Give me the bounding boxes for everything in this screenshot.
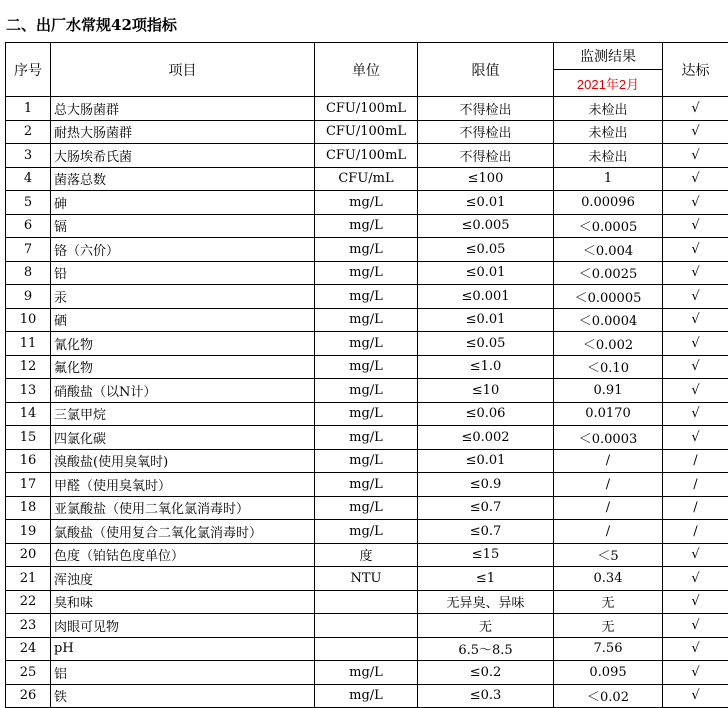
indicator-table (5, 42, 728, 708)
row-limit: ≤0.06 (418, 402, 554, 426)
row-limit: ≤15 (418, 543, 554, 567)
row-pass: √ (663, 238, 728, 262)
row-item: 镉 (51, 214, 315, 238)
row-pass: √ (663, 332, 728, 356)
row-result: 0.0170 (554, 402, 663, 426)
table-row (6, 238, 728, 262)
row-item: 硒 (51, 308, 315, 332)
header-seq: 序号 (6, 43, 51, 97)
table-row (6, 496, 728, 520)
row-result: 0.34 (554, 567, 663, 591)
row-seq: 14 (6, 402, 51, 426)
row-result: 0.91 (554, 379, 663, 403)
row-limit: ≤0.7 (418, 496, 554, 520)
row-limit: ≤0.05 (418, 332, 554, 356)
row-limit: ≤0.001 (418, 285, 554, 309)
row-limit: 6.5～8.5 (418, 637, 554, 661)
row-limit: ≤1.0 (418, 355, 554, 379)
row-result: 7.56 (554, 637, 663, 661)
row-item: 大肠埃希氏菌 (51, 144, 315, 168)
row-item: 臭和味 (51, 590, 315, 614)
row-limit: 不得检出 (418, 120, 554, 144)
row-unit: mg/L (315, 355, 418, 379)
row-result: ＜0.00005 (554, 285, 663, 309)
table-row (6, 167, 728, 191)
row-limit: ≤100 (418, 167, 554, 191)
row-item: 铬（六价） (51, 238, 315, 262)
row-unit: 度 (315, 543, 418, 567)
row-limit: ≤0.01 (418, 261, 554, 285)
row-pass: / (663, 449, 728, 473)
row-seq: 13 (6, 379, 51, 403)
table-row (6, 567, 728, 591)
row-result: ＜0.004 (554, 238, 663, 262)
header-pass: 达标 (663, 43, 728, 97)
row-pass: √ (663, 97, 728, 121)
row-pass: √ (663, 637, 728, 661)
row-limit: ≤0.01 (418, 449, 554, 473)
row-unit: mg/L (315, 473, 418, 497)
row-limit: ≤0.3 (418, 684, 554, 708)
row-pass: √ (663, 191, 728, 215)
row-pass: √ (663, 144, 728, 168)
table-row (6, 379, 728, 403)
table-row (6, 614, 728, 638)
row-result: ＜0.002 (554, 332, 663, 356)
row-unit: CFU/100mL (315, 120, 418, 144)
row-unit: mg/L (315, 426, 418, 450)
table-row (6, 214, 728, 238)
row-limit: 不得检出 (418, 144, 554, 168)
row-seq: 5 (6, 191, 51, 215)
row-seq: 17 (6, 473, 51, 497)
row-unit: mg/L (315, 661, 418, 685)
row-result: ＜0.0003 (554, 426, 663, 450)
row-result: / (554, 449, 663, 473)
row-unit: mg/L (315, 520, 418, 544)
row-unit: mg/L (315, 379, 418, 403)
header-unit: 单位 (315, 43, 418, 97)
row-pass: √ (663, 543, 728, 567)
row-result: 0.00096 (554, 191, 663, 215)
row-pass: √ (663, 614, 728, 638)
row-limit: 无异臭、异味 (418, 590, 554, 614)
row-unit: mg/L (315, 191, 418, 215)
row-limit: ≤0.7 (418, 520, 554, 544)
row-limit: ≤1 (418, 567, 554, 591)
row-limit: ≤0.2 (418, 661, 554, 685)
row-result: 未检出 (554, 120, 663, 144)
row-seq: 25 (6, 661, 51, 685)
row-seq: 10 (6, 308, 51, 332)
table-row (6, 144, 728, 168)
table-row (6, 473, 728, 497)
table-row (6, 661, 728, 685)
row-unit: CFU/mL (315, 167, 418, 191)
row-pass: √ (663, 426, 728, 450)
table-row (6, 97, 728, 121)
row-limit: ≤0.01 (418, 308, 554, 332)
row-seq: 15 (6, 426, 51, 450)
row-seq: 16 (6, 449, 51, 473)
row-pass: √ (663, 120, 728, 144)
row-item: pH (51, 637, 315, 661)
row-result: ＜0.10 (554, 355, 663, 379)
row-pass: √ (663, 402, 728, 426)
row-unit: mg/L (315, 214, 418, 238)
row-item: 氟化物 (51, 355, 315, 379)
table-body (6, 97, 728, 708)
row-pass: √ (663, 590, 728, 614)
row-unit: NTU (315, 567, 418, 591)
row-limit: ≤0.01 (418, 191, 554, 215)
row-limit: 不得检出 (418, 97, 554, 121)
row-pass: √ (663, 261, 728, 285)
row-unit: mg/L (315, 684, 418, 708)
row-result: ＜0.02 (554, 684, 663, 708)
row-unit: mg/L (315, 308, 418, 332)
row-unit: mg/L (315, 332, 418, 356)
table-row (6, 590, 728, 614)
table-row (6, 120, 728, 144)
row-seq: 2 (6, 120, 51, 144)
table-row (6, 449, 728, 473)
row-item: 总大肠菌群 (51, 97, 315, 121)
row-unit: CFU/100mL (315, 97, 418, 121)
row-seq: 1 (6, 97, 51, 121)
row-item: 汞 (51, 285, 315, 309)
table-row (6, 637, 728, 661)
row-result: / (554, 473, 663, 497)
row-seq: 22 (6, 590, 51, 614)
row-item: 铝 (51, 661, 315, 685)
row-seq: 8 (6, 261, 51, 285)
table-row (6, 285, 728, 309)
row-limit: ≤0.05 (418, 238, 554, 262)
row-seq: 7 (6, 238, 51, 262)
row-seq: 4 (6, 167, 51, 191)
row-limit: 无 (418, 614, 554, 638)
row-result: 1 (554, 167, 663, 191)
row-seq: 9 (6, 285, 51, 309)
row-unit: mg/L (315, 285, 418, 309)
row-item: 砷 (51, 191, 315, 215)
row-result: ＜0.0005 (554, 214, 663, 238)
table-row (6, 308, 728, 332)
row-item: 硝酸盐（以N计） (51, 379, 315, 403)
row-seq: 26 (6, 684, 51, 708)
row-seq: 20 (6, 543, 51, 567)
row-pass: √ (663, 661, 728, 685)
row-result: / (554, 496, 663, 520)
table-row (6, 191, 728, 215)
row-pass: / (663, 520, 728, 544)
table-row (6, 543, 728, 567)
row-item: 浑浊度 (51, 567, 315, 591)
row-result: 无 (554, 614, 663, 638)
header-limit: 限值 (418, 43, 554, 97)
row-seq: 23 (6, 614, 51, 638)
table-row (6, 261, 728, 285)
row-result: ＜0.0004 (554, 308, 663, 332)
row-item: 耐热大肠菌群 (51, 120, 315, 144)
row-limit: ≤0.002 (418, 426, 554, 450)
row-unit (315, 637, 418, 661)
row-item: 溴酸盐(使用臭氧时) (51, 449, 315, 473)
row-pass: / (663, 473, 728, 497)
row-item: 四氯化碳 (51, 426, 315, 450)
row-unit: CFU/100mL (315, 144, 418, 168)
row-unit (315, 590, 418, 614)
row-seq: 12 (6, 355, 51, 379)
row-seq: 3 (6, 144, 51, 168)
row-seq: 19 (6, 520, 51, 544)
row-result: 未检出 (554, 144, 663, 168)
row-result: ＜0.0025 (554, 261, 663, 285)
header-date: 2021年2月 (554, 70, 663, 97)
row-pass: √ (663, 285, 728, 309)
row-item: 亚氯酸盐（使用二氧化氯消毒时） (51, 496, 315, 520)
row-item: 铅 (51, 261, 315, 285)
row-result: ＜5 (554, 543, 663, 567)
row-seq: 6 (6, 214, 51, 238)
row-unit: mg/L (315, 261, 418, 285)
table-row (6, 426, 728, 450)
row-seq: 11 (6, 332, 51, 356)
row-pass: √ (663, 167, 728, 191)
table-row (6, 355, 728, 379)
row-pass: √ (663, 355, 728, 379)
page-title: 二、出厂水常规42项指标 (6, 14, 177, 35)
row-item: 肉眼可见物 (51, 614, 315, 638)
row-pass: √ (663, 379, 728, 403)
row-result: 0.095 (554, 661, 663, 685)
row-result: / (554, 520, 663, 544)
row-pass: √ (663, 684, 728, 708)
row-item: 氯酸盐（使用复合二氧化氯消毒时） (51, 520, 315, 544)
row-unit: mg/L (315, 449, 418, 473)
row-item: 铁 (51, 684, 315, 708)
row-item: 三氯甲烷 (51, 402, 315, 426)
row-result: 未检出 (554, 97, 663, 121)
row-limit: ≤0.9 (418, 473, 554, 497)
row-item: 氰化物 (51, 332, 315, 356)
header-item: 项目 (51, 43, 315, 97)
row-unit (315, 614, 418, 638)
row-pass: √ (663, 214, 728, 238)
row-item: 甲醛（使用臭氧时） (51, 473, 315, 497)
row-seq: 24 (6, 637, 51, 661)
row-seq: 21 (6, 567, 51, 591)
row-pass: / (663, 496, 728, 520)
row-item: 色度（铂钴色度单位） (51, 543, 315, 567)
row-unit: mg/L (315, 238, 418, 262)
row-unit: mg/L (315, 402, 418, 426)
row-limit: ≤0.005 (418, 214, 554, 238)
table-row (6, 332, 728, 356)
table-row (6, 520, 728, 544)
header-result: 监测结果 (554, 43, 663, 70)
row-pass: √ (663, 567, 728, 591)
table-row (6, 402, 728, 426)
row-item: 菌落总数 (51, 167, 315, 191)
row-limit: ≤10 (418, 379, 554, 403)
row-unit: mg/L (315, 496, 418, 520)
row-result: 无 (554, 590, 663, 614)
row-pass: √ (663, 308, 728, 332)
row-seq: 18 (6, 496, 51, 520)
